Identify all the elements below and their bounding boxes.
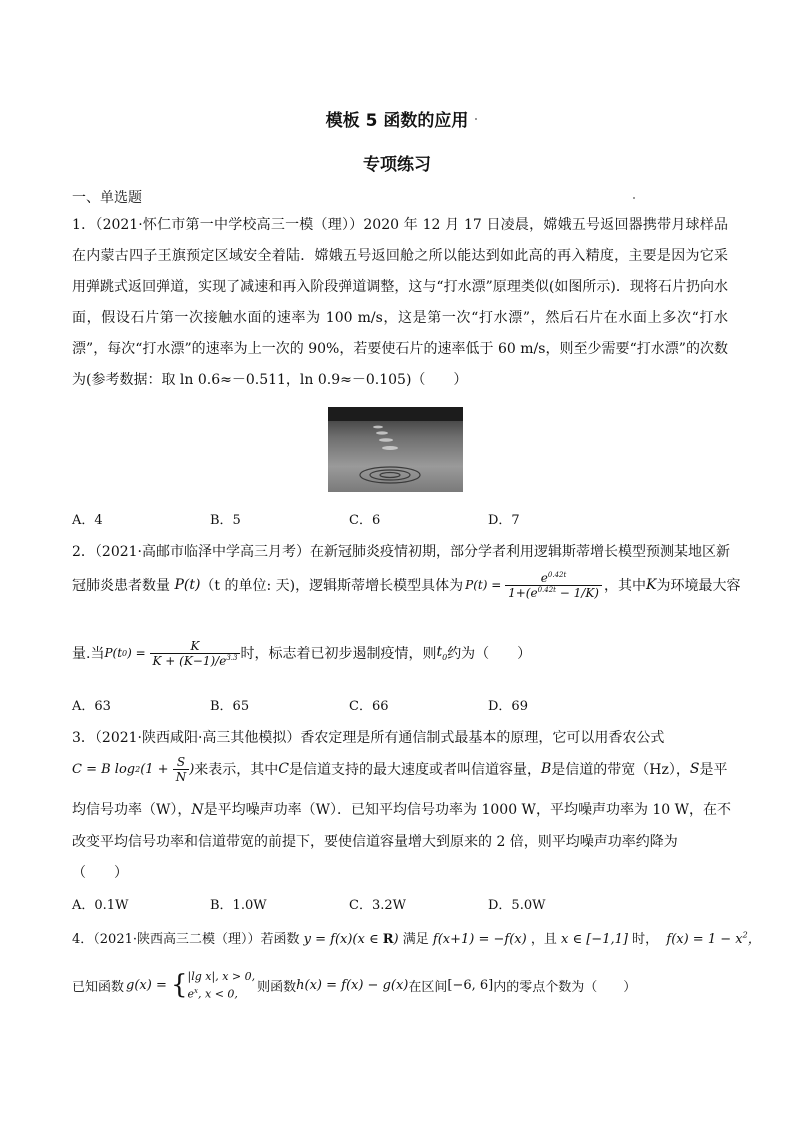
q4-text-e: 已知函数 (72, 979, 125, 995)
section-heading: 一、单选题 (72, 190, 142, 206)
q2-text-b: （t 的单位: 天)，逻辑斯蒂增长模型具体为 (200, 578, 464, 594)
question-3-line-1: 3．（2021·陕西咸阳·高三其他模拟）香农定理是所有通信制式最基本的原理，它可以用香农公式 (72, 730, 665, 746)
question-3-line-4: 改变平均信号功率和信道带宽的前提下，要使信道容量增大到原来的 2 倍，则平均噪声功率约降为 (72, 834, 678, 850)
option-b[interactable]: B．65 (210, 699, 250, 714)
question-3-line-2 (72, 749, 727, 789)
q3-symbol-n: N (191, 802, 204, 818)
question-2-line-3 (72, 632, 531, 674)
q3-text-e: 是平 (699, 762, 728, 778)
question-4-line-1 (72, 928, 761, 947)
page-subtitle: 专项练习 (363, 155, 431, 175)
q4-f-definition: $f(x) = 1 - x^2$， (662, 930, 761, 947)
scan-dot (633, 197, 635, 199)
q4-text-b: 满足 (402, 932, 429, 947)
q2-text-a: 冠肺炎患者数量 (72, 578, 170, 594)
q4-text-a: 4．（2021·陕西高三二模（理））若函数 (72, 932, 300, 947)
q4-text-f: 则函数 (257, 979, 297, 995)
q2-formula-pt: P(t) (170, 577, 201, 593)
q3-shannon-formula: C = B log 2 (1 + $\frac{S}{N}$ ) (72, 754, 195, 784)
question-3-line-5: （ ） (72, 865, 128, 881)
scan-dot (475, 118, 477, 120)
q3-text-f: 均信号功率（W）， (72, 802, 192, 818)
q4-g-piecewise: g(x) = { |lg x|, x > 0, $e^x$, x < 0, (126, 969, 256, 1001)
option-d[interactable]: D．7 (488, 513, 520, 528)
q4-interval-condition: x ∈ [−1,1] (561, 932, 628, 947)
q2-text-c: ，其中 (604, 578, 646, 594)
water-skipping-photo (328, 407, 463, 492)
q4-periodic-condition: f(x+1) = −f(x) (432, 932, 527, 947)
q4-text-g: 在区间 (408, 979, 448, 995)
q4-text-c: ，且 (530, 932, 557, 947)
option-a[interactable]: A．63 (72, 699, 111, 714)
q4-h-definition: h(x) = f(x) − g(x) (296, 977, 409, 993)
q2-text-g: 约为（ ） (447, 646, 532, 662)
question-2-line-2 (72, 563, 740, 607)
option-c[interactable]: C．6 (349, 513, 381, 528)
q2-logistic-formula: P(t) = $\frac{e^{0.42t}}{1+(e^{0.42t} - 1/K)}$ (465, 571, 602, 600)
page-title: 模板 5 函数的应用 (325, 111, 469, 131)
q2-symbol-k: K (646, 577, 657, 593)
option-c[interactable]: C．3.2W (349, 898, 406, 913)
q2-text-e: 量.当 (72, 646, 105, 662)
q3-text-g: 是平均噪声功率（W）．已知平均信号功率为 1000 W，平均噪声功率为 10 W，在不 (203, 802, 732, 818)
q2-text-f: 时，标志着已初步遏制疫情，则 (240, 646, 437, 662)
q3-symbol-s: S (689, 761, 700, 777)
q4-text-d: 时， (632, 932, 659, 947)
option-d[interactable]: D．69 (488, 699, 528, 714)
question-1-options (72, 509, 728, 529)
question-1-text: 1．（2021·怀仁市第一中学校高三一模（理））2020 年 12 月 17 日凌晨，嫦娥五号返回器携带月球样品在内蒙古四子王旗预定区域安全着陆．嫦娥五号返回舱之所以能达到如此高的再入精度，主要是因为它采用弹跳式返回弹道，实现了减速和再入阶段弹道调整，这与“打水漂”原理类似(如图所示)．现将石片扔向水面，假设石片第一次接触水面的速率为 100 m/s，这是第一次“打水漂”，然后石片在水面上多次“打水漂”，每次“打水漂”的速率为上一次的 90%，若要使石片的速率低于 60 m/s，则至少需要“打水漂”的次数为(参考数据：取 ln 0.6≈－0.511，ln 0.9≈－0.105)（ ） (72, 217, 728, 388)
question-3-line-3 (72, 799, 731, 819)
q3-symbol-b: B (541, 761, 552, 777)
option-a[interactable]: A．4 (72, 513, 103, 528)
q3-symbol-c: C (278, 761, 289, 777)
q3-text-b: 来表示，其中 (194, 762, 279, 778)
option-d[interactable]: D．5.0W (488, 898, 546, 913)
option-b[interactable]: B．1.0W (210, 898, 267, 913)
option-b[interactable]: B．5 (210, 513, 241, 528)
q3-text-d: 是信道的带宽（Hz）， (551, 762, 690, 778)
question-2-line-1: 2．（2021·高邮市临泽中学高三月考）在新冠肺炎疫情初期，部分学者利用逻辑斯蒂增长模型预测某地区新 (72, 544, 730, 560)
question-4-line-2 (72, 965, 636, 1005)
q4-interval: [−6, 6] (447, 977, 494, 993)
q2-condition-formula: P(t 0 ) = $\frac{K}{K + (K-1)/e^{3.3}}$ (104, 639, 240, 668)
q2-text-d: 为环境最大容 (656, 578, 741, 594)
option-c[interactable]: C．66 (349, 699, 389, 714)
q3-text-c: 是信道支持的最大速度或者叫信道容量， (289, 762, 541, 778)
question-2-options (72, 695, 728, 715)
option-a[interactable]: A．0.1W (72, 898, 129, 913)
q2-symbol-t0: $t_0$ (436, 644, 448, 662)
question-3-options (72, 894, 728, 914)
q4-function-y: y = f(x)(x ∈ R) (303, 932, 399, 947)
q4-text-h: 内的零点个数为（ ） (493, 979, 637, 995)
